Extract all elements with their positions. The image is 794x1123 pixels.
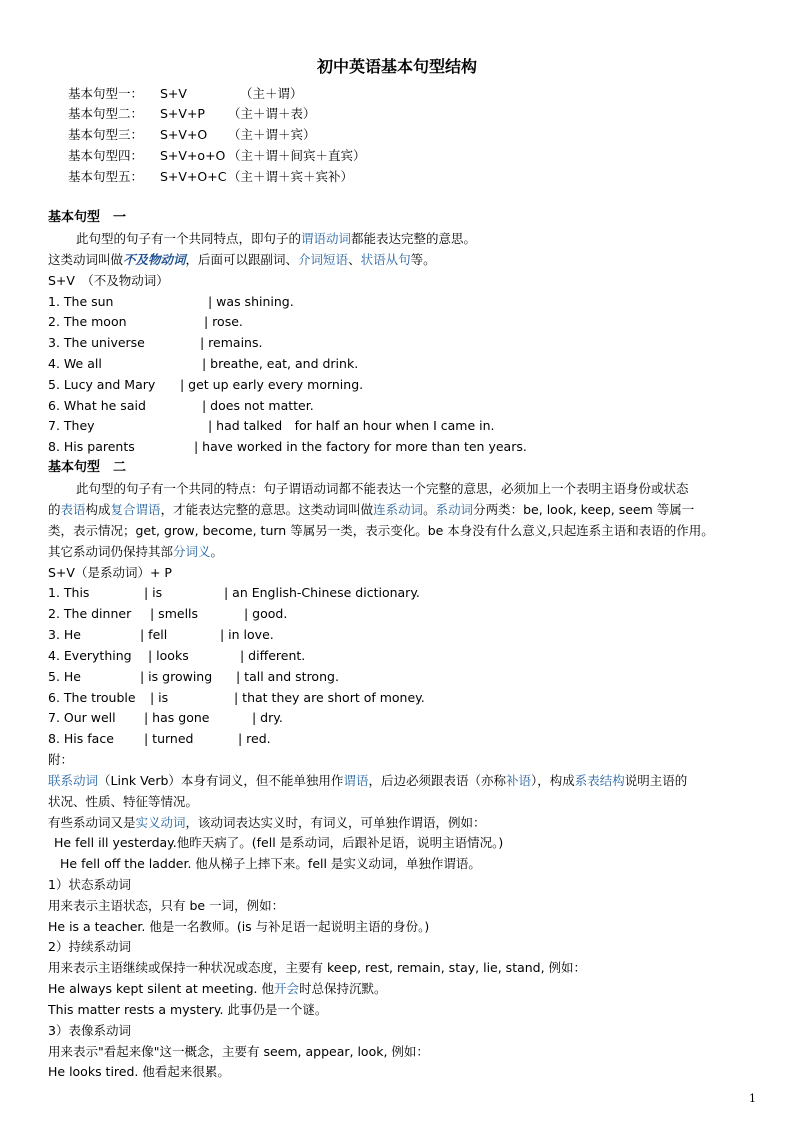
pattern-name: 基本句型五： (68, 169, 144, 184)
paragraph: 这类动词叫做不及物动词，后面可以跟副词、介词短语、状语从句等。 (48, 252, 436, 267)
paragraph: 此句型的句子有一个共同的特点：句子谓语动词都不能表达一个完整的意思，必须加上一个表明主语身份或状态 (76, 481, 689, 496)
pattern-name: 基本句型二： (68, 106, 144, 121)
example-sentence: This matter rests a mystery. 此事仍是一个谜。 (48, 1002, 328, 1017)
paragraph: 有些系动词又是实义动词，该动词表达实义时，有词义，可单独作谓语，例如： (48, 815, 486, 830)
paragraph: 状况、性质、特征等情况。 (48, 794, 199, 809)
subheading: 2）持续系动词 (48, 939, 131, 954)
pattern-desc: （主＋谓＋表） (228, 106, 316, 121)
page-number: 1 (749, 1092, 756, 1105)
pattern-formula: S+V+O+C (160, 169, 227, 184)
paragraph: 用来表示主语继续或保持一种状况或态度，主要有 keep, rest, remain, stay, lie, stand, 例如： (48, 960, 587, 975)
pattern-desc: （主＋谓＋宾） (228, 127, 316, 142)
page-title: 初中英语基本句型结构 (316, 57, 477, 76)
example-sentence: He fell off the ladder. 他从梯子上摔下来。fell 是实义动词，单独作谓语。 (60, 856, 481, 871)
paragraph: 此句型的句子有一个共同特点，即句子的谓语动词都能表达完整的意思。 (76, 231, 477, 246)
section-heading: 基本句型 一 (48, 210, 127, 225)
paragraph: 的表语构成复合谓语，才能表达完整的意思。这类动词叫做连系动词。系动词分两类：be, look, keep, seem 等属一 (48, 502, 695, 517)
paragraph: 其它系动词仍保持其部分词义。 (48, 544, 224, 559)
pattern-formula: S+V+o+O (160, 148, 226, 163)
pattern-formula: S+V+P (160, 106, 205, 121)
example-sentence: He always kept silent at meeting. 他开会时总保持沉默。 (48, 981, 387, 996)
pattern-formula: S+V+O (160, 127, 208, 142)
paragraph: 用来表示主语状态，只有 be 一词，例如： (48, 898, 285, 913)
pattern-formula: S+V (160, 86, 187, 101)
appendix-label: 附： (48, 752, 74, 767)
pattern-name: 基本句型三： (68, 127, 144, 142)
pattern-desc: （主＋谓） (240, 86, 303, 101)
paragraph: 类，表示情况；get, grow, become, turn 等属另一类，表示变化。be 本身没有什么意义,只起连系主语和表语的作用。 (48, 523, 714, 538)
formula: S+V（是系动词）+ P (48, 565, 172, 580)
subheading: 1）状态系动词 (48, 877, 131, 892)
paragraph: 用来表示"看起来像"这一概念，主要有 seem, appear, look, 例如： (48, 1044, 429, 1059)
subheading: 3）表像系动词 (48, 1023, 131, 1038)
document-page: 初中英语基本句型结构 基本句型一： S+V （主＋谓） 基本句型二： S+V+P （主＋谓＋表） 基本句型三： S+V+O （主＋谓＋宾） 基本句型四： S+V+o+O （主＋谓＋间宾＋直宾） 基本句型五： S+V+O+C （主＋谓＋宾＋宾补） 基本句型 一 此句型的句子有一个共同特点，即句子的谓语动词都能表达完整的意思。 这类动词叫做不及物动词，后面可以跟副词、介词短语、状语从句等。 S+V （不及物动词） 1. The sun | was shining. 2. The moon | rose. 3. The universe | remains. 4. We all | breathe, eat, and drink. 5. Lucy and Mary | get up early every morning. 6. What he said | does not matter. 7. They | had talked for half an hour when I came in. 8. His parents | have worked in the factory for more than ten years. 基本句型 二 此句型的句子有一个共同的特点：句子谓语动词都不能表达一个完整的意思，必须加上一个表明主语身份或状态 的表语构成复合谓语，才能表达完整的意思。这类动词叫做连系动词。系动词分两类：be, look, keep, seem 等属一 类，表示情况；get, grow, become, turn 等属另一类，表示变化。be 本身没有什么意义,只起连系主语和表语的作用。 其它系动词仍保持其部分词义。 S+V（是系动词）+ P 1. This | is | an English-Chinese dictionary. 2. The dinner | smells | good. 3. He | fell | in love. 4. Everything | looks | different. 5. He | is growing | tall and strong. 6. The trouble | is | that they are short of money. 7. Our well | has gone | dry. 8. His face | turned | red. 附： 联系动词（Link Verb）本身有词义，但不能单独用作谓语，后边必须跟表语（亦称补语），构成系表结构说明主语的 状况、性质、特征等情况。 有些系动词又是实义动词，该动词表达实义时，有词义，可单独作谓语，例如： He fell ill yesterday.他昨天病了。(fell 是系动词，后跟补足语，说明主语情况。) He fell off the ladder. 他从梯子上摔下来。fell 是实义动词，单独作谓语。 1）状态系动词 用来表示主语状态，只有 be 一词，例如： He is a teacher. 他是一名教师。(is 与补足语一起说明主语的身份。) 2）持续系动词 用来表示主语继续或保持一种状况或态度，主要有 keep, rest, remain, stay, lie, stand, 例如： He always kept silent at meeting. 他开会时总保持沉默。 This matter rests a mystery. 此事仍是一个谜。 3）表像系动词 用来表示"看起来像"这一概念，主要有 seem, appear, look, 例如： He looks tired. 他看起来很累。 1 (0, 0, 794, 1123)
example-sentence: He fell ill yesterday.他昨天病了。(fell 是系动词，后跟补足语，说明主语情况。) (54, 835, 504, 850)
pattern-desc: （主＋谓＋宾＋宾补） (228, 169, 354, 184)
formula: S+V （不及物动词） (48, 273, 169, 288)
example-sentence: He is a teacher. 他是一名教师。(is 与补足语一起说明主语的身份。) (48, 919, 430, 934)
example-sentence: He looks tired. 他看起来很累。 (48, 1064, 230, 1079)
section-heading: 基本句型 二 (48, 460, 127, 475)
pattern-desc: （主＋谓＋间宾＋直宾） (228, 148, 366, 163)
pattern-name: 基本句型一： (68, 86, 144, 101)
pattern-name: 基本句型四： (68, 148, 144, 163)
paragraph: 联系动词（Link Verb）本身有词义，但不能单独用作谓语，后边必须跟表语（亦称补语），构成系表结构说明主语的 (48, 773, 688, 788)
